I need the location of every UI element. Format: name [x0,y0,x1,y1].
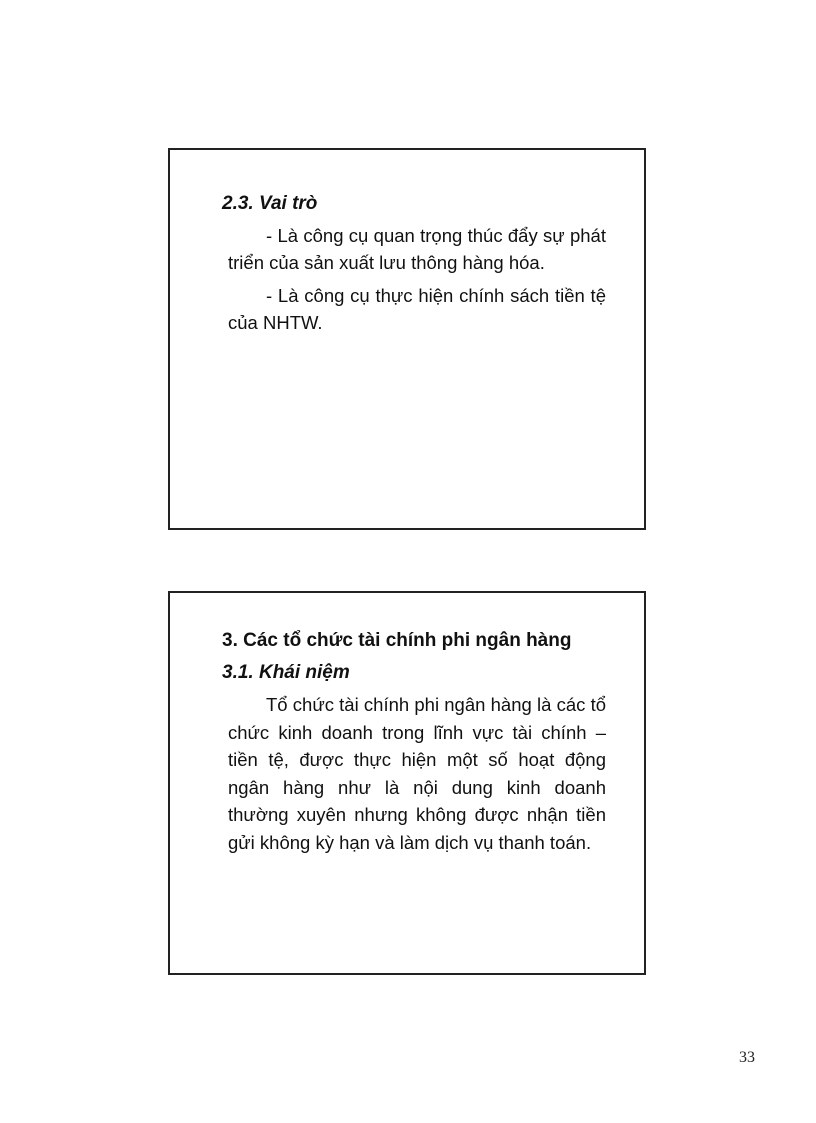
slide-content [222,627,606,862]
paragraph-role-2: - Là công cụ thực hiện chính sách tiền tệ của NHTW. [228,285,606,333]
slide-vai-tro [168,148,646,530]
slide-heading: 3.1. Khái niệm [222,662,350,683]
slide-heading: 2.3. Vai trò [222,193,318,214]
slide-non-bank-institutions [168,591,646,975]
paragraph-role-1: - Là công cụ quan trọng thúc đẩy sự phát triển của sản xuất lưu thông hàng hóa. [228,225,606,273]
section-title: 3. Các tổ chức tài chính phi ngân hàng [222,630,572,651]
page-number: 33 [739,1049,755,1066]
definition-paragraph: Tổ chức tài chính phi ngân hàng là các tổ chức kinh doanh trong lĩnh vực tài chính – tiền tệ, được thực hiện một số hoạt động ngân hàng như là nội dung kinh doanh thường xuyên nhưng không được nhận tiền gửi không kỳ hạn và làm dịch vụ thanh toán. [228,694,606,853]
slide-content [222,190,606,342]
